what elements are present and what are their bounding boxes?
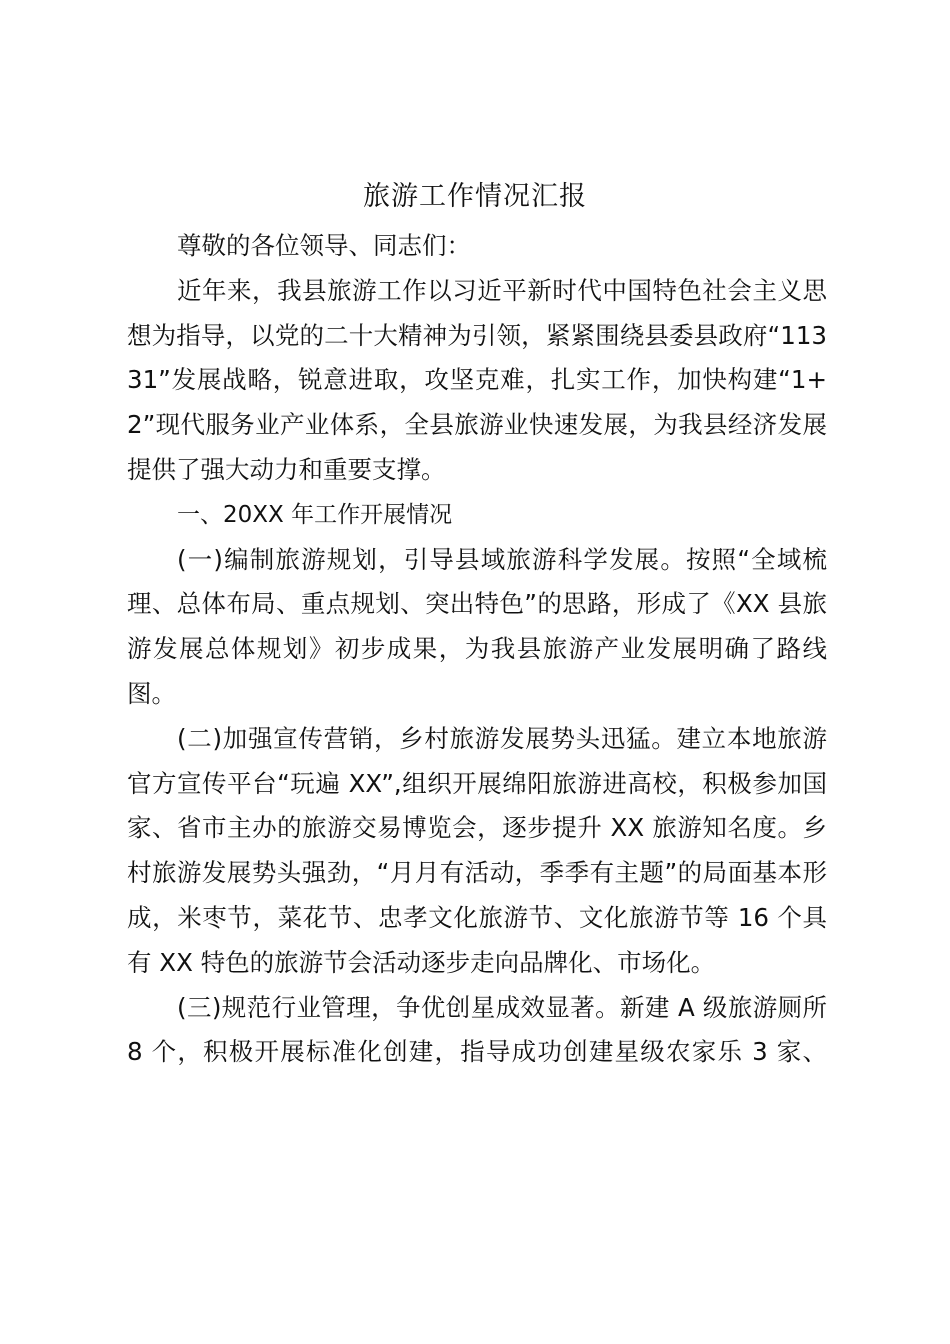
paragraph-management: (三)规范行业管理，争优创星成效显著。新建 A 级旅游厕所 8 个，积极开展标准化创建，指导成功创建星级农家乐 3 家、 bbox=[127, 992, 827, 1067]
salutation: 尊敬的各位领导、同志们： bbox=[177, 231, 471, 260]
section-heading: 一、20XX 年工作开展情况 bbox=[177, 501, 453, 528]
paragraph-planning: (一)编制旅游规划，引导县域旅游科学发展。按照“全域梳理、总体布局、重点规划、突出特色”的思路，形成了《XX 县旅游发展总体规划》初步成果，为我县旅游产业发展明确了路线图。 bbox=[127, 544, 827, 708]
document-title: 旅游工作情况汇报 bbox=[363, 181, 587, 212]
document-body bbox=[127, 224, 827, 1075]
paragraph-marketing: (二)加强宣传营销，乡村旅游发展势头迅猛。建立本地旅游官方宣传平台“玩遍 XX”,组织开展绵阳旅游进高校，积极参加国家、省市主办的旅游交易博览会，逐步提升 XX 旅游知名度。乡村旅游发展势头强劲，“月月有活动，季季有主题”的局面基本形成，米枣节，菜花节、忠孝文化旅游节、文化旅游节等 16 个具有 XX 特色的旅游节会活动逐步走向品牌化、市场化。 bbox=[127, 723, 827, 977]
paragraph-intro: 近年来，我县旅游工作以习近平新时代中国特色社会主义思想为指导，以党的二十大精神为引领，紧紧围绕县委县政府“11331”发展战略，锐意进取，攻坚克难，扎实工作，加快构建“1+2”现代服务业产业体系，全县旅游业快速发展，为我县经济发展提供了强大动力和重要支撑。 bbox=[127, 275, 827, 484]
